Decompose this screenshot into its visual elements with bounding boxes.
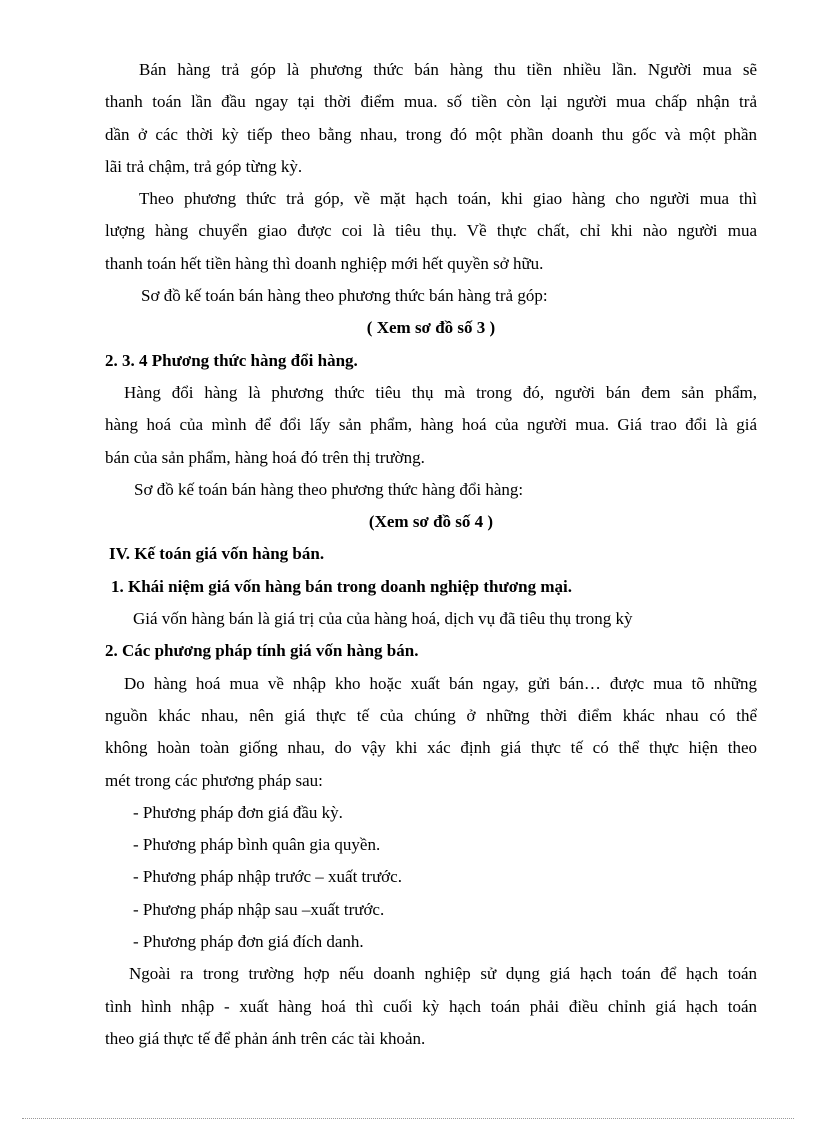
paragraph-methods-line: không hoàn toàn giống nhau, do vậy khi xác định giá thực tế có thể thực hiện theo xyxy=(105,738,757,758)
paragraph-installment-line: dần ở các thời kỳ tiếp theo bằng nhau, trong đó một phần doanh thu gốc và một phần xyxy=(105,124,757,144)
paragraph-adjustment-line: theo giá thực tế để phản ánh trên các tài khoản. xyxy=(105,1028,426,1048)
list-item-method: - Phương pháp đơn giá đầu kỳ. xyxy=(133,802,343,822)
section-heading-2: 2. Các phương pháp tính giá vốn hàng bán. xyxy=(105,641,419,661)
section-heading-IV: IV. Kế toán giá vốn hàng bán. xyxy=(109,544,325,564)
paragraph-installment-line: thanh toán lần đầu ngay tại thời điểm mua. số tiền còn lại người mua chấp nhận trả xyxy=(105,92,757,112)
diagram-reference-4: (Xem sơ đồ số 4 ) xyxy=(368,512,494,532)
paragraph-methods-line: mét trong các phương pháp sau: xyxy=(105,770,323,790)
section-heading-2-3-4: 2. 3. 4 Phương thức hàng đổi hàng. xyxy=(105,350,358,370)
paragraph-cost-definition: Giá vốn hàng bán là giá trị của của hàng hoá, dịch vụ đã tiêu thụ trong kỳ xyxy=(133,609,633,629)
section-heading-1: 1. Khái niệm giá vốn hàng bán trong doanh nghiệp thương mại. xyxy=(111,576,572,596)
paragraph-adjustment-line: Ngoài ra trong trường hợp nếu doanh nghiệp sử dụng giá hạch toán để hạch toán xyxy=(129,964,757,984)
diagram-intro-barter: Sơ đồ kế toán bán hàng theo phương thức hàng đổi hàng: xyxy=(134,479,524,499)
list-item-method: - Phương pháp nhập trước – xuất trước. xyxy=(133,867,402,887)
page-bottom-divider xyxy=(22,1118,794,1119)
document-body xyxy=(105,54,757,1055)
list-item-method: - Phương pháp nhập sau –xuất trước. xyxy=(133,899,385,919)
paragraph-accounting-line: Theo phương thức trả góp, về mặt hạch toán, khi giao hàng cho người mua thì xyxy=(139,189,757,209)
paragraph-accounting-line: lượng hàng chuyển giao được coi là tiêu thụ. Về thực chất, chỉ khi nào người mua xyxy=(105,221,757,241)
paragraph-accounting-line: thanh toán hết tiền hàng thì doanh nghiệp mới hết quyền sở hữu. xyxy=(105,253,544,273)
diagram-intro-installment: Sơ đồ kế toán bán hàng theo phương thức bán hàng trả góp: xyxy=(141,286,548,306)
paragraph-adjustment-line: tình hình nhập - xuất hàng hoá thì cuối kỳ hạch toán phải điều chỉnh giá hạch toán xyxy=(105,996,757,1016)
paragraph-barter-line: hàng hoá của mình để đổi lấy sản phẩm, hàng hoá của người mua. Giá trao đổi là giá xyxy=(105,415,757,435)
list-item-method: - Phương pháp bình quân gia quyền. xyxy=(133,835,381,855)
paragraph-barter-line: Hàng đổi hàng là phương thức tiêu thụ mà trong đó, người bán đem sản phẩm, xyxy=(124,382,757,402)
paragraph-installment-line: Bán hàng trả góp là phương thức bán hàng thu tiền nhiều lần. Người mua sẽ xyxy=(139,60,757,79)
paragraph-methods-line: Do hàng hoá mua về nhập kho hoặc xuất bán ngay, gửi bán… được mua tõ những xyxy=(124,673,757,693)
list-item-method: - Phương pháp đơn giá đích danh. xyxy=(133,932,364,952)
paragraph-methods-line: nguồn khác nhau, nên giá thực tế của chúng ở những thời điểm khác nhau có thể xyxy=(105,705,757,725)
paragraph-barter-line: bán của sản phẩm, hàng hoá đó trên thị trường. xyxy=(105,447,425,467)
diagram-reference-3: ( Xem sơ đồ số 3 ) xyxy=(366,318,496,338)
paragraph-installment-line: lãi trả chậm, trả góp từng kỳ. xyxy=(105,156,303,176)
